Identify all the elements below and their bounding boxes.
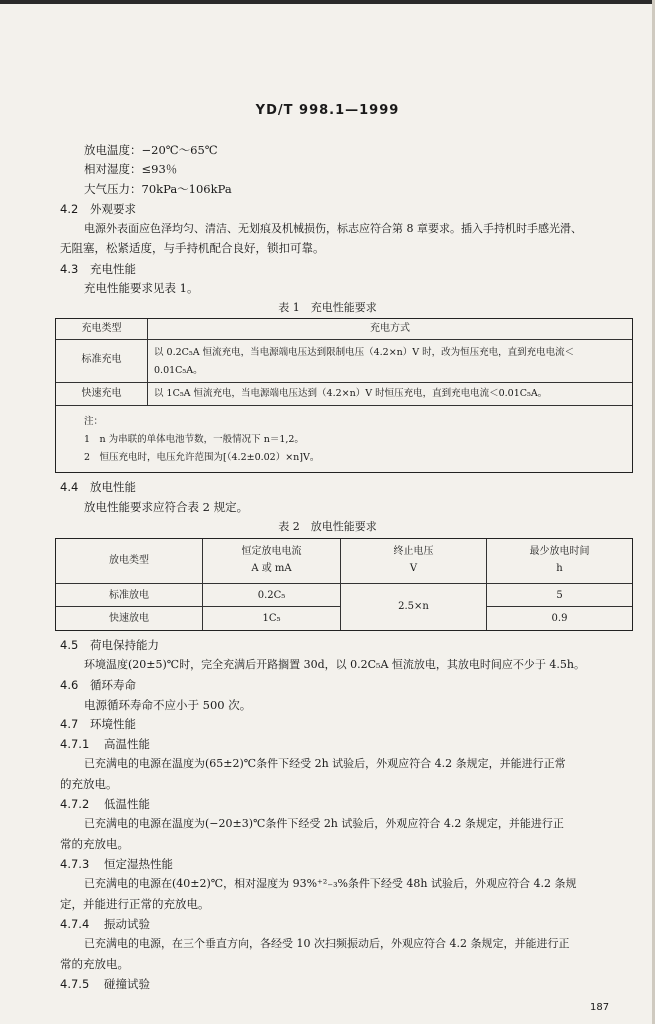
table-1-note-1: 1 n 为串联的单体电池节数，一般情况下 n＝1,2。 xyxy=(84,434,304,445)
section-4-4-title: 放电性能 xyxy=(90,480,136,494)
table-2-rule xyxy=(486,606,632,607)
table-1-row-2-line-1: 以 1C₅A 恒流充电，当电源端电压达到（4.2×n）V 时恒压充电，直到充电电流＜0.01C₅A。 xyxy=(154,388,548,399)
table-2-header-current: 恒定放电电流 xyxy=(241,546,302,557)
table-2-caption: 表 2 放电性能要求 xyxy=(278,520,377,533)
section-4-7-3-title: 恒定湿热性能 xyxy=(104,857,173,871)
section-4-7-1-line-1: 已充满电的电源在温度为(65±2)℃条件下经受 2h 试验后，外观应符合 4.2 条规定，并能进行正常 xyxy=(84,757,566,770)
table-1-row-1-type: 标准充电 xyxy=(81,354,122,365)
section-4-7-title: 环境性能 xyxy=(90,717,136,731)
table-2-header-type: 放电类型 xyxy=(109,555,149,566)
table-1-rule xyxy=(56,382,632,383)
section-4-5-title: 荷电保持能力 xyxy=(90,638,159,652)
section-4-7-3-number: 4.7.3 xyxy=(60,857,90,871)
section-4-7-2-number: 4.7.2 xyxy=(60,797,90,811)
section-4-4-line-1: 放电性能要求应符合表 2 规定。 xyxy=(84,500,249,514)
section-4-7-3-line-2: 定，并能进行正常的充放电。 xyxy=(60,897,210,911)
section-4-7-2-line-1: 已充满电的电源在温度为(−20±3)℃条件下经受 2h 试验后，外观应符合 4.2 条规定，并能进行正 xyxy=(84,817,564,830)
table-1 xyxy=(55,318,633,473)
section-4-7-number: 4.7 xyxy=(60,717,79,731)
section-4-5-line-1: 环境温度(20±5)℃时，完全充满后开路搁置 30d，以 0.2C₅A 恒流放电，其放电时间应不少于 4.5h。 xyxy=(84,658,585,671)
discharge-temperature: 放电温度：−20℃～65℃ xyxy=(84,143,218,157)
table-2-rule xyxy=(56,583,632,584)
table-1-header-method: 充电方式 xyxy=(370,323,410,334)
table-2-header-time-unit: h xyxy=(556,563,563,574)
relative-humidity: 相对湿度：≤93％ xyxy=(84,162,178,176)
table-2-row-2-time: 0.9 xyxy=(551,613,568,624)
table-1-row-1-line-1: 以 0.2C₅A 恒流充电，当电源端电压达到限制电压（4.2×n）V 时，改为恒压充电，直到充电电流＜ xyxy=(154,347,575,358)
section-4-7-4-line-1: 已充满电的电源，在三个垂直方向，各经受 10 次扫频振动后，外观应符合 4.2 条规定，并能进行正 xyxy=(84,937,570,950)
section-4-6-line-1: 电源循环寿命不应小于 500 次。 xyxy=(84,698,252,712)
section-4-7-3-line-1: 已充满电的电源在(40±2)℃，相对湿度为 93%⁺²₋₃%条件下经受 48h 试验后，外观应符合 4.2 条规 xyxy=(84,877,577,890)
page-number: 187 xyxy=(590,1002,610,1013)
document-header: YD/T 998.1—1999 xyxy=(255,103,400,118)
section-4-7-2-line-2: 常的充放电。 xyxy=(60,837,129,851)
table-1-note-label: 注： xyxy=(84,416,104,427)
table-2-rule xyxy=(56,606,340,607)
section-4-6-number: 4.6 xyxy=(60,678,79,692)
table-2-voltage-value: 2.5×n xyxy=(398,601,429,612)
section-4-2-number: 4.2 xyxy=(60,202,79,216)
table-1-header-type: 充电类型 xyxy=(81,323,122,334)
table-2-row-1-type: 标准放电 xyxy=(109,590,149,601)
table-1-caption: 表 1 充电性能要求 xyxy=(278,301,377,314)
top-border xyxy=(0,0,655,4)
section-4-3-number: 4.3 xyxy=(60,262,79,276)
section-4-6-title: 循环寿命 xyxy=(90,678,136,692)
table-2-row-1-time: 5 xyxy=(556,590,563,601)
section-4-7-4-line-2: 常的充放电。 xyxy=(60,957,129,971)
section-4-7-1-number: 4.7.1 xyxy=(60,737,90,751)
table-2-header-voltage-unit: V xyxy=(409,563,418,574)
section-4-7-4-title: 振动试验 xyxy=(104,917,150,931)
section-4-7-5-title: 碰撞试验 xyxy=(104,977,150,991)
table-1-row-1-line-2: 0.01C₅A。 xyxy=(154,365,203,376)
section-4-7-2-title: 低温性能 xyxy=(104,797,150,811)
section-4-4-number: 4.4 xyxy=(60,480,79,494)
table-1-row-2-type: 快速充电 xyxy=(81,388,122,399)
table-2-header-current-unit: A 或 mA xyxy=(251,563,292,574)
table-1-rule xyxy=(56,405,632,406)
section-4-7-4-number: 4.7.4 xyxy=(60,917,90,931)
section-4-7-5-number: 4.7.5 xyxy=(60,977,90,991)
table-1-note-2: 2 恒压充电时，电压允许范围为[（4.2±0.02）×n]V。 xyxy=(84,452,320,463)
table-1-rule xyxy=(56,339,632,340)
table-2-row-1-current: 0.2C₅ xyxy=(257,590,286,601)
table-2-header-time: 最少放电时间 xyxy=(529,546,590,557)
table-2-row-2-current: 1C₅ xyxy=(262,613,281,624)
table-2 xyxy=(55,538,633,631)
atmospheric-pressure: 大气压力：70kPa～106kPa xyxy=(84,182,232,196)
section-4-7-1-title: 高温性能 xyxy=(104,737,150,751)
section-4-2-line-1: 电源外表面应色泽均匀、清洁、无划痕及机械损伤，标志应符合第 8 章要求。插入手持机时手感光滑、 xyxy=(84,222,582,235)
section-4-5-number: 4.5 xyxy=(60,638,79,652)
table-2-header-voltage: 终止电压 xyxy=(393,546,434,557)
table-2-row-2-type: 快速放电 xyxy=(109,613,149,624)
section-4-2-line-2: 无阻塞，松紧适度，与手持机配合良好，锁扣可靠。 xyxy=(60,241,325,255)
section-4-2-title: 外观要求 xyxy=(90,202,136,216)
section-4-3-title: 充电性能 xyxy=(90,262,136,276)
section-4-7-1-line-2: 的充放电。 xyxy=(60,777,118,791)
section-4-3-line-1: 充电性能要求见表 1。 xyxy=(84,281,199,295)
